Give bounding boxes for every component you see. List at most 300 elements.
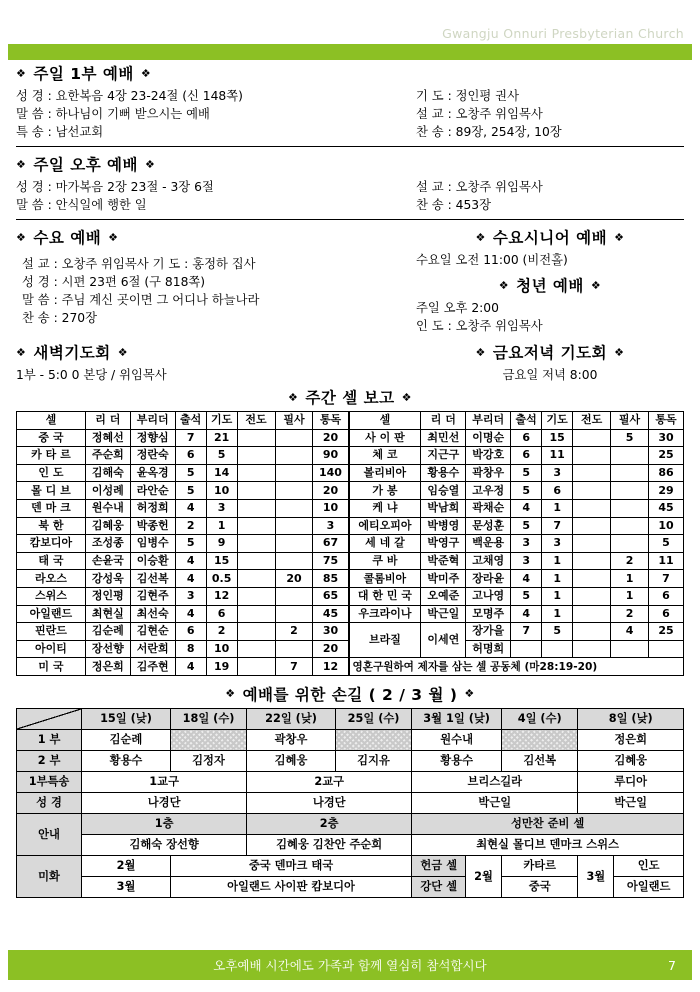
subleader-name: 김현주 — [130, 587, 175, 605]
diamond-icon: ❖ — [16, 66, 27, 80]
attendance-value: 6 — [511, 447, 542, 465]
col-writing: 필사 — [275, 412, 313, 430]
section-wednesday-block — [16, 226, 684, 335]
table-row — [349, 535, 684, 553]
leader-name: 박준혁 — [421, 552, 466, 570]
sunday-first-right — [416, 87, 562, 141]
reading-value: 85 — [313, 570, 348, 588]
schedule-cell: 김선복 — [502, 750, 578, 771]
diamond-icon: ❖ — [140, 66, 152, 80]
evangelism-value — [237, 658, 275, 676]
schedule-cell: 김혜웅 — [247, 750, 336, 771]
writing-value — [275, 552, 313, 570]
pulpit-cell-label: 강단 셀 — [412, 876, 466, 897]
col-prayer: 기도 — [542, 412, 573, 430]
reading-value: 140 — [313, 464, 348, 482]
prayer-value: 1 — [206, 517, 237, 535]
service-line: 수요일 오전 11:00 (비전홀) — [416, 253, 568, 267]
writing-value — [611, 482, 649, 500]
col-reading: 통독 — [313, 412, 348, 430]
table-row — [17, 658, 349, 676]
cell-name: 아일랜드 — [17, 605, 86, 623]
leader-name: 손윤국 — [85, 552, 130, 570]
service-line: 찬 송 : 453장 — [416, 198, 491, 212]
schedule-row-guide-values — [17, 834, 684, 855]
section-title-dawn-prayer: ❖ 새벽기도회 ❖ — [16, 344, 129, 362]
cell-name: 가 봉 — [349, 482, 421, 500]
cell-name: 우크라이나 — [349, 605, 421, 623]
offering-cell-mar: 인도 — [614, 855, 684, 876]
evangelism-value — [237, 499, 275, 517]
subleader-name: 이명순 — [466, 429, 511, 447]
service-line: 1부 - 5:0 0 본당 / 위임목사 — [16, 368, 167, 382]
schedule-cell: 김해숙 장선향 — [82, 834, 247, 855]
evangelism-value — [573, 605, 611, 623]
service-line: 말 씀 : 하나님이 기뻐 받으시는 예배 — [16, 107, 210, 121]
diamond-icon: ❖ — [464, 687, 475, 701]
schedule-cell: 나경단 — [247, 792, 412, 813]
attendance-value: 4 — [175, 570, 206, 588]
schedule-cell: 김혜웅 — [578, 750, 684, 771]
schedule-cell: 김혜웅 김찬안 주순희 — [247, 834, 412, 855]
diamond-icon: ❖ — [475, 345, 486, 359]
table-row — [349, 517, 684, 535]
cell-name: 중 국 — [17, 429, 86, 447]
reading-value: 20 — [313, 640, 348, 658]
evangelism-value — [237, 429, 275, 447]
writing-value — [611, 535, 649, 553]
service-line: 말 씀 : 안식일에 행한 일 — [16, 198, 147, 212]
section-title-friday-prayer: ❖ 금요저녁 기도회 ❖ — [475, 344, 625, 362]
leader-name: 박근일 — [421, 605, 466, 623]
cell-name: 에티오피아 — [349, 517, 421, 535]
service-line: 설 교 : 오창주 위임목사 기 도 : 홍정하 집사 — [22, 257, 256, 271]
service-line: 찬 송 : 89장, 254장, 10장 — [416, 125, 562, 139]
evangelism-value — [237, 447, 275, 465]
evangelism-value — [573, 464, 611, 482]
cell-name: 북 한 — [17, 517, 86, 535]
leader-name: 정혜선 — [85, 429, 130, 447]
prayer-value: 6 — [206, 605, 237, 623]
leader-name: 김해숙 — [85, 464, 130, 482]
reading-value: 25 — [649, 447, 684, 465]
prayer-value: 10 — [206, 482, 237, 500]
schedule-cell: 황용수 — [82, 750, 171, 771]
attendance-value: 6 — [511, 429, 542, 447]
table-header-row — [349, 412, 684, 430]
prayer-value — [542, 640, 573, 658]
table-row — [17, 447, 349, 465]
cell-name: 미 국 — [17, 658, 86, 676]
cell-name: 카 타 르 — [17, 447, 86, 465]
table-row — [349, 464, 684, 482]
section-title-wednesday: ❖ 수요 예배 ❖ — [16, 229, 119, 247]
service-line: 성 경 : 시편 23편 6절 (구 818쪽) — [22, 275, 206, 289]
table-row — [349, 447, 684, 465]
subleader-name: 고채영 — [466, 552, 511, 570]
writing-value: 4 — [611, 623, 649, 641]
table-corner — [17, 708, 82, 729]
service-line: 찬 송 : 270장 — [22, 311, 97, 325]
cell-name: 태 국 — [17, 552, 86, 570]
evangelism-value — [573, 535, 611, 553]
schedule-cell: 최현실 몰디브 덴마크 스위스 — [412, 834, 684, 855]
col-subleader: 부리더 — [130, 412, 175, 430]
leader-name: 조성종 — [85, 535, 130, 553]
schedule-row-second — [17, 750, 684, 771]
prayer-value: 7 — [542, 517, 573, 535]
leader-name: 장선향 — [85, 640, 130, 658]
schedule-row-special — [17, 771, 684, 792]
schedule-table — [16, 708, 684, 898]
leader-name: 주순희 — [85, 447, 130, 465]
footer-bar — [8, 950, 692, 980]
subleader-name: 허정희 — [130, 499, 175, 517]
leader-name: 이성례 — [85, 482, 130, 500]
reading-value: 86 — [649, 464, 684, 482]
attendance-value: 5 — [175, 535, 206, 553]
attendance-value: 3 — [175, 587, 206, 605]
attendance-value: 2 — [175, 517, 206, 535]
evangelism-value — [573, 640, 611, 658]
evangelism-value — [573, 499, 611, 517]
schedule-row-bible — [17, 792, 684, 813]
table-row — [349, 552, 684, 570]
table-row — [349, 623, 684, 641]
leader-name: 정은희 — [85, 658, 130, 676]
subleader-name: 고우정 — [466, 482, 511, 500]
service-line: 성 경 : 요한복음 4장 23-24절 (신 148쪽) — [16, 89, 243, 103]
reading-value: 20 — [313, 429, 348, 447]
writing-value — [611, 464, 649, 482]
schedule-cell-blank — [502, 729, 578, 750]
evangelism-value — [573, 552, 611, 570]
evangelism-value — [573, 447, 611, 465]
date-header: 8일 (낮) — [578, 708, 684, 729]
date-header: 15일 (낮) — [82, 708, 171, 729]
cell-community-motto: 영혼구원하여 제자를 삼는 셀 공동체 (마28:19-20) — [349, 658, 684, 676]
diamond-icon: ❖ — [614, 230, 625, 244]
reading-value: 30 — [649, 429, 684, 447]
diamond-icon: ❖ — [498, 278, 510, 292]
leader-name: 황용수 — [421, 464, 466, 482]
schedule-cell: 브리스길라 — [412, 771, 578, 792]
col-cell: 셀 — [349, 412, 421, 430]
schedule-cell: 황용수 — [412, 750, 502, 771]
table-row — [349, 429, 684, 447]
cell-name: 핀란드 — [17, 623, 86, 641]
cell-report-table-left — [16, 411, 349, 676]
section-wednesday — [16, 226, 416, 335]
row-label-guide: 안내 — [17, 813, 82, 855]
diamond-icon: ❖ — [117, 345, 129, 359]
attendance-value: 4 — [511, 499, 542, 517]
reading-value: 11 — [649, 552, 684, 570]
attendance-value: 5 — [175, 482, 206, 500]
table-row — [17, 570, 349, 588]
table-row — [349, 482, 684, 500]
schedule-cell: 곽창우 — [247, 729, 336, 750]
cell-name: 덴 마 크 — [17, 499, 86, 517]
reading-value: 12 — [313, 658, 348, 676]
attendance-value: 5 — [511, 464, 542, 482]
evangelism-value — [237, 587, 275, 605]
section-title-sunday-afternoon: ❖ 주일 오후 예배 ❖ — [16, 156, 156, 174]
subleader-name: 김선복 — [130, 570, 175, 588]
leader-name: 오예준 — [421, 587, 466, 605]
leader-name: 김혜웅 — [85, 517, 130, 535]
cell-report-tables — [16, 411, 684, 676]
writing-value — [275, 535, 313, 553]
schedule-cell: 김지유 — [335, 750, 411, 771]
clean-month-mar: 3월 — [82, 876, 171, 897]
subleader-name: 라안순 — [130, 482, 175, 500]
date-header: 22일 (낮) — [247, 708, 336, 729]
table-row — [349, 570, 684, 588]
service-line: 주일 오후 2:00 — [416, 301, 499, 315]
service-line: 금요일 저녁 8:00 — [502, 368, 598, 382]
reading-value: 65 — [313, 587, 348, 605]
leader-name: 박미주 — [421, 570, 466, 588]
cell-name: 쿠 바 — [349, 552, 421, 570]
reading-value: 10 — [313, 499, 348, 517]
attendance-value: 7 — [175, 429, 206, 447]
col-leader: 리 더 — [421, 412, 466, 430]
schedule-row-guide-head — [17, 813, 684, 834]
prayer-value: 1 — [542, 587, 573, 605]
guide-floor-header: 2층 — [247, 813, 412, 834]
service-line: 설 교 : 오창주 위임목사 — [416, 107, 543, 121]
section-senior-youth — [416, 226, 684, 335]
prayer-value: 0.5 — [206, 570, 237, 588]
diamond-icon: ❖ — [614, 345, 625, 359]
prayer-value: 3 — [206, 499, 237, 517]
evangelism-value — [573, 623, 611, 641]
cell-name: 캄보디아 — [17, 535, 86, 553]
diamond-icon: ❖ — [225, 687, 236, 701]
diamond-icon: ❖ — [108, 230, 119, 244]
prayer-value: 15 — [206, 552, 237, 570]
table-row — [17, 552, 349, 570]
subleader-name: 고나영 — [466, 587, 511, 605]
subleader-name: 서란희 — [130, 640, 175, 658]
reading-value: 5 — [649, 535, 684, 553]
writing-value — [275, 517, 313, 535]
prayer-value: 14 — [206, 464, 237, 482]
writing-value — [275, 587, 313, 605]
reading-value: 45 — [313, 605, 348, 623]
cell-name: 콜롬비아 — [349, 570, 421, 588]
col-writing: 필사 — [611, 412, 649, 430]
evangelism-value — [237, 464, 275, 482]
table-row — [17, 623, 349, 641]
prayer-value: 6 — [542, 482, 573, 500]
cell-name: 케 냐 — [349, 499, 421, 517]
subleader-name: 김현순 — [130, 623, 175, 641]
reading-value: 30 — [313, 623, 348, 641]
sunday-afternoon-right — [416, 178, 543, 214]
evangelism-value — [573, 517, 611, 535]
col-subleader: 부리더 — [466, 412, 511, 430]
guide-floor-header: 1층 — [82, 813, 247, 834]
attendance-value: 7 — [511, 623, 542, 641]
subleader-name: 박강호 — [466, 447, 511, 465]
subleader-name: 최선숙 — [130, 605, 175, 623]
table-row — [17, 429, 349, 447]
row-label-clean: 미화 — [17, 855, 82, 897]
writing-value — [275, 499, 313, 517]
top-accent-bar — [8, 44, 692, 60]
prayer-value: 12 — [206, 587, 237, 605]
divider — [16, 146, 684, 147]
table-row — [349, 605, 684, 623]
schedule-cell: 원수내 — [412, 729, 502, 750]
section-prayer-block — [16, 341, 684, 384]
evangelism-value — [573, 429, 611, 447]
prayer-value: 9 — [206, 535, 237, 553]
schedule-cell-blank — [335, 729, 411, 750]
table-row — [17, 640, 349, 658]
leader-name: 박남희 — [421, 499, 466, 517]
schedule-cell: 김순례 — [82, 729, 171, 750]
prayer-value: 21 — [206, 429, 237, 447]
section-dawn-prayer — [16, 341, 416, 384]
writing-value: 2 — [611, 552, 649, 570]
attendance-value: 3 — [511, 535, 542, 553]
service-line: 인 도 : 오창주 위임목사 — [416, 319, 543, 333]
pulpit-cell-feb: 중국 — [502, 876, 578, 897]
prayer-value: 11 — [542, 447, 573, 465]
schedule-cell: 나경단 — [82, 792, 247, 813]
subleader-name: 김주현 — [130, 658, 175, 676]
reading-value: 20 — [313, 482, 348, 500]
leader-name: 정인평 — [85, 587, 130, 605]
writing-value: 2 — [275, 623, 313, 641]
evangelism-value — [237, 605, 275, 623]
cell-name: 대 한 민 국 — [349, 587, 421, 605]
reading-value: 6 — [649, 587, 684, 605]
evangelism-value — [573, 482, 611, 500]
evangelism-value — [237, 552, 275, 570]
subleader-name: 문성훈 — [466, 517, 511, 535]
footer-message: 오후예배 시간에도 가족과 함께 열심히 참석합시다 — [213, 958, 487, 973]
clean-month-3: 3월 — [578, 855, 614, 897]
prayer-value: 5 — [542, 623, 573, 641]
prayer-value: 19 — [206, 658, 237, 676]
attendance-value: 4 — [175, 499, 206, 517]
service-line: 성 경 : 마가복음 2장 23절 - 3장 6절 — [16, 180, 214, 194]
communion-header: 성만찬 준비 셀 — [412, 813, 684, 834]
leader-name: 박영구 — [421, 535, 466, 553]
table-row — [17, 517, 349, 535]
page-number: 7 — [668, 957, 676, 973]
church-watermark: Gwangju Onnuri Presbyterian Church — [442, 26, 684, 41]
writing-value — [275, 447, 313, 465]
evangelism-value — [237, 640, 275, 658]
schedule-header-row — [17, 708, 684, 729]
subleader-name: 모명주 — [466, 605, 511, 623]
section-friday-prayer — [416, 341, 684, 384]
schedule-cell-blank — [170, 729, 246, 750]
attendance-value: 4 — [175, 658, 206, 676]
cell-report-table-right — [349, 411, 685, 676]
schedule-cell: 정은희 — [578, 729, 684, 750]
section-title-wednesday-senior: ❖ 수요시니어 예배 ❖ — [475, 229, 625, 247]
clean-cells-mar: 아일랜드 사이판 캄보디아 — [170, 876, 411, 897]
subleader-name: 정향심 — [130, 429, 175, 447]
writing-value — [275, 640, 313, 658]
section-title-sunday-first: ❖ 주일 1부 예배 ❖ — [16, 65, 152, 83]
diamond-icon: ❖ — [16, 230, 27, 244]
subleader-name: 장가을 — [466, 623, 511, 641]
writing-value — [275, 605, 313, 623]
writing-value: 1 — [611, 587, 649, 605]
clean-month-feb: 2월 — [82, 855, 171, 876]
date-header: 3월 1일 (낮) — [412, 708, 502, 729]
attendance-value: 5 — [511, 517, 542, 535]
bulletin-content — [0, 62, 700, 898]
evangelism-value — [237, 517, 275, 535]
cell-name: 아이티 — [17, 640, 86, 658]
evangelism-value — [237, 535, 275, 553]
section-title-cell-report: ❖ 주간 셀 보고 ❖ — [288, 389, 412, 407]
sunday-afternoon-left — [16, 178, 416, 214]
leader-name: 지근구 — [421, 447, 466, 465]
reading-value: 3 — [313, 517, 348, 535]
attendance-value: 4 — [175, 552, 206, 570]
section-title-youth: ❖ 청년 예배 ❖ — [498, 277, 602, 295]
diamond-icon: ❖ — [590, 278, 602, 292]
reading-value — [649, 640, 684, 658]
clean-cells-feb: 중국 덴마크 태국 — [170, 855, 411, 876]
prayer-value: 3 — [542, 464, 573, 482]
col-evangelism: 전도 — [237, 412, 275, 430]
date-header: 4일 (수) — [502, 708, 578, 729]
cell-name: 사 이 판 — [349, 429, 421, 447]
leader-name: 이세연 — [421, 623, 466, 658]
reading-value: 6 — [649, 605, 684, 623]
table-row-motto — [349, 658, 684, 676]
sunday-first-left — [16, 87, 416, 141]
table-row — [349, 587, 684, 605]
reading-value: 67 — [313, 535, 348, 553]
reading-value: 7 — [649, 570, 684, 588]
col-attendance: 출석 — [175, 412, 206, 430]
schedule-cell: 김정자 — [170, 750, 246, 771]
writing-value — [275, 429, 313, 447]
subleader-name: 곽채순 — [466, 499, 511, 517]
prayer-value: 15 — [542, 429, 573, 447]
attendance-value: 4 — [175, 605, 206, 623]
row-label-second: 2 부 — [17, 750, 82, 771]
diamond-icon: ❖ — [16, 157, 27, 171]
cell-name: 브라질 — [349, 623, 421, 658]
subleader-name: 임병수 — [130, 535, 175, 553]
subleader-name: 윤옥경 — [130, 464, 175, 482]
offering-cell-label: 헌금 셀 — [412, 855, 466, 876]
reading-value: 45 — [649, 499, 684, 517]
evangelism-value — [573, 570, 611, 588]
row-label-special: 1부특송 — [17, 771, 82, 792]
section-sunday-first — [16, 62, 684, 141]
writing-value — [611, 447, 649, 465]
attendance-value: 5 — [511, 482, 542, 500]
service-line: 말 씀 : 주님 계신 곳이면 그 어디나 하늘나라 — [22, 293, 260, 307]
leader-name: 박병영 — [421, 517, 466, 535]
col-evangelism: 전도 — [573, 412, 611, 430]
attendance-value: 6 — [175, 623, 206, 641]
attendance-value — [511, 640, 542, 658]
